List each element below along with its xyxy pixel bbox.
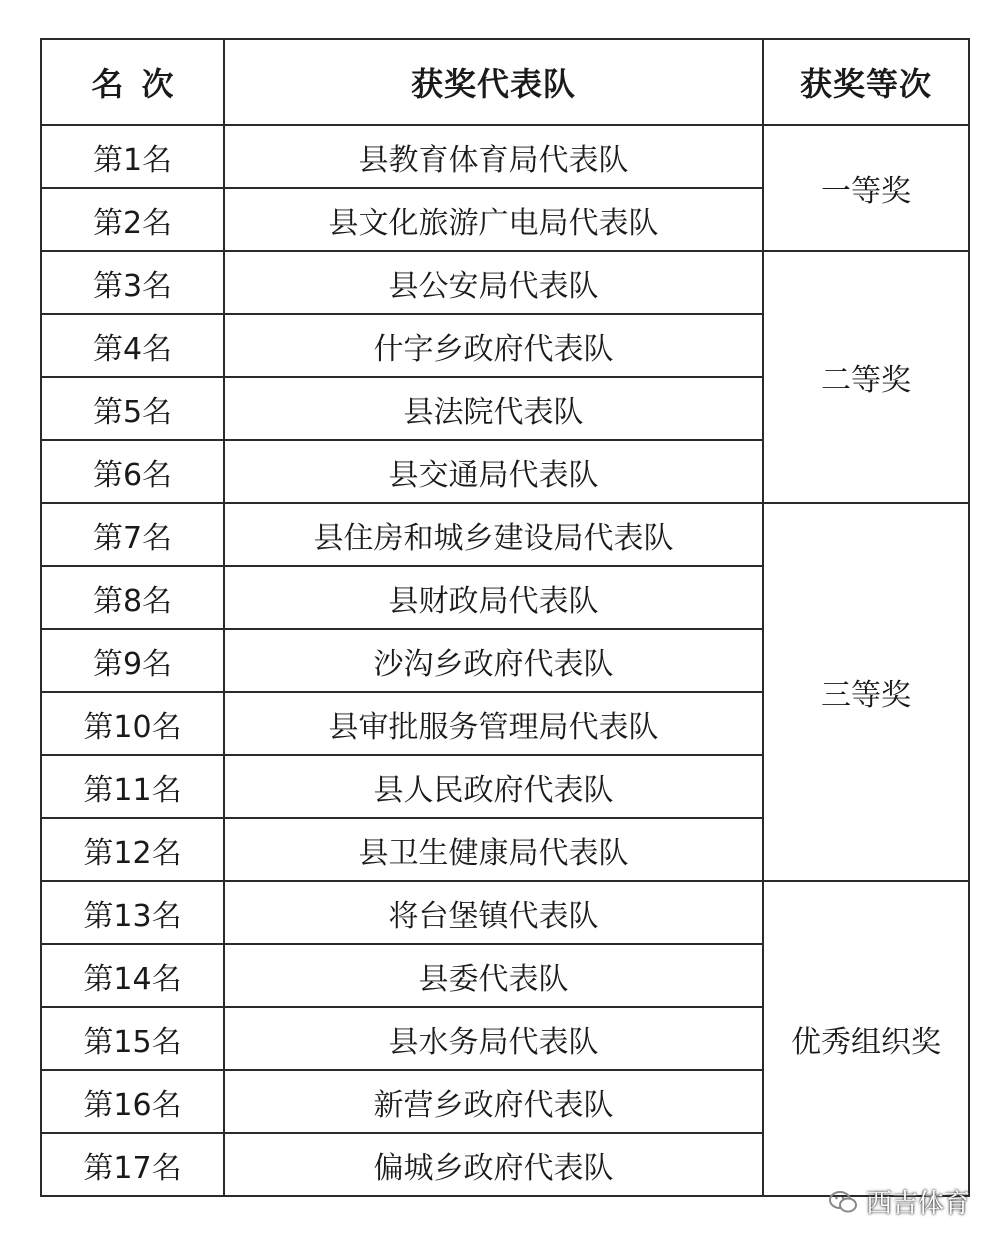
team-cell: 县审批服务管理局代表队: [224, 692, 763, 755]
rank-cell: 第13名: [41, 881, 224, 944]
rank-cell: 第10名: [41, 692, 224, 755]
awards-table: [40, 38, 970, 1197]
team-cell: 沙沟乡政府代表队: [224, 629, 763, 692]
table-body: [41, 125, 969, 1196]
team-cell: 将台堡镇代表队: [224, 881, 763, 944]
team-cell: 县人民政府代表队: [224, 755, 763, 818]
rank-cell: 第5名: [41, 377, 224, 440]
header-rank: 名次: [41, 39, 224, 125]
table-row: [41, 125, 969, 188]
team-cell: 新营乡政府代表队: [224, 1070, 763, 1133]
team-cell: 什字乡政府代表队: [224, 314, 763, 377]
team-cell: 县教育体育局代表队: [224, 125, 763, 188]
watermark: [828, 1183, 970, 1220]
team-cell: 偏城乡政府代表队: [224, 1133, 763, 1196]
rank-cell: 第14名: [41, 944, 224, 1007]
rank-cell: 第16名: [41, 1070, 224, 1133]
header-row: [41, 39, 969, 125]
rank-cell: 第11名: [41, 755, 224, 818]
table-row: [41, 251, 969, 314]
rank-cell: 第8名: [41, 566, 224, 629]
team-cell: 县卫生健康局代表队: [224, 818, 763, 881]
rank-cell: 第4名: [41, 314, 224, 377]
award-level-cell: 二等奖: [763, 251, 969, 503]
rank-cell: 第9名: [41, 629, 224, 692]
team-cell: 县委代表队: [224, 944, 763, 1007]
award-level-cell: 三等奖: [763, 503, 969, 881]
rank-cell: 第17名: [41, 1133, 224, 1196]
award-level-cell: 一等奖: [763, 125, 969, 251]
rank-cell: 第7名: [41, 503, 224, 566]
wechat-icon: [828, 1190, 858, 1214]
table-row: [41, 881, 969, 944]
rank-cell: 第15名: [41, 1007, 224, 1070]
header-team: 获奖代表队: [224, 39, 763, 125]
header-level: 获奖等次: [763, 39, 969, 125]
team-cell: 县文化旅游广电局代表队: [224, 188, 763, 251]
team-cell: 县法院代表队: [224, 377, 763, 440]
watermark-text: 西吉体育: [865, 1189, 970, 1219]
rank-cell: 第2名: [41, 188, 224, 251]
rank-cell: 第12名: [41, 818, 224, 881]
team-cell: 县公安局代表队: [224, 251, 763, 314]
team-cell: 县住房和城乡建设局代表队: [224, 503, 763, 566]
team-cell: 县财政局代表队: [224, 566, 763, 629]
team-cell: 县水务局代表队: [224, 1007, 763, 1070]
team-cell: 县交通局代表队: [224, 440, 763, 503]
rank-cell: 第3名: [41, 251, 224, 314]
table-row: [41, 503, 969, 566]
rank-cell: 第6名: [41, 440, 224, 503]
award-level-cell: 优秀组织奖: [763, 881, 969, 1196]
rank-cell: 第1名: [41, 125, 224, 188]
